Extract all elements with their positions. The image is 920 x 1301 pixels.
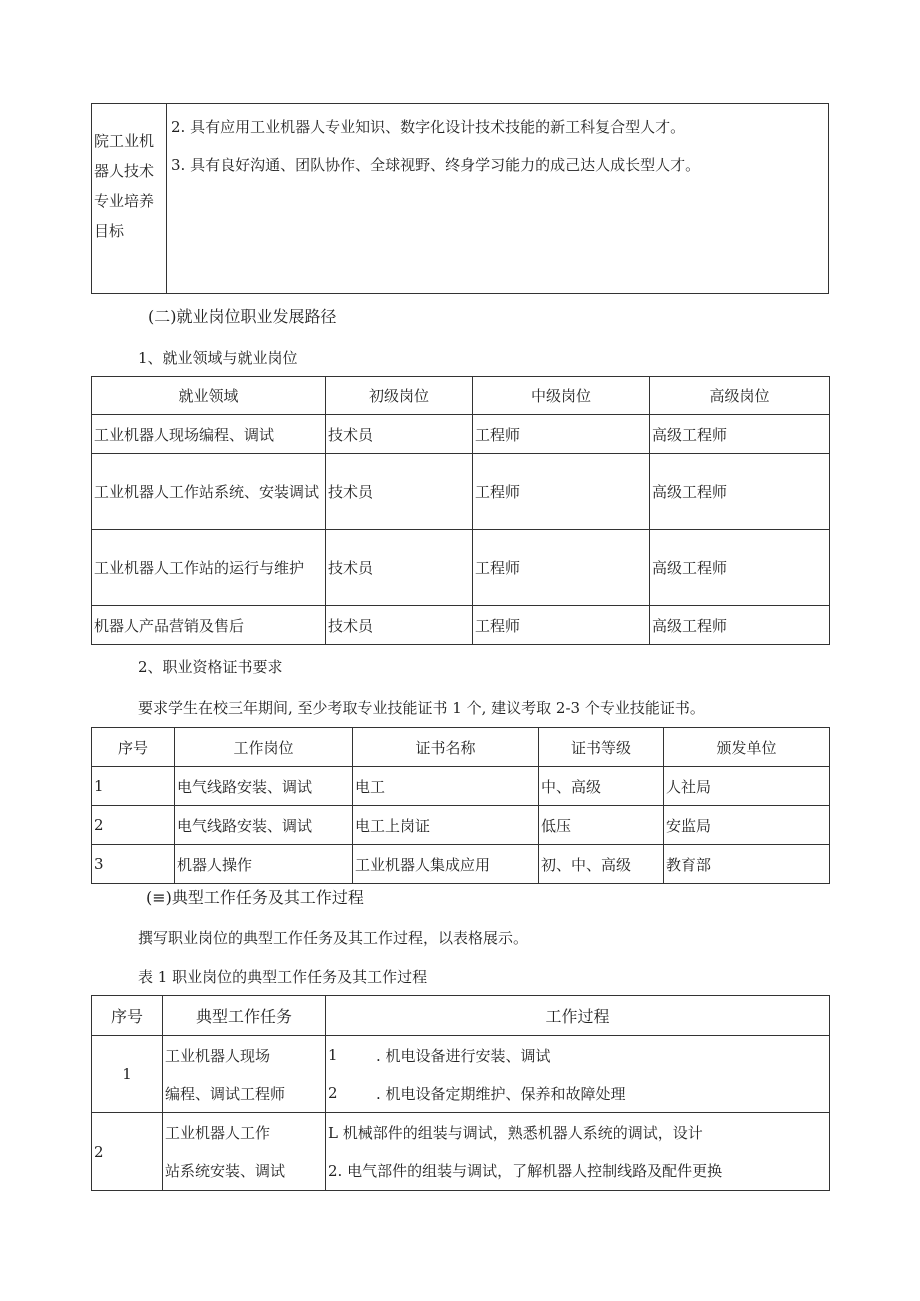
table-row [92, 415, 830, 454]
no-cell: 1 [92, 767, 175, 806]
header-cell: 序号 [92, 728, 175, 767]
task-line: 编程、调试工程师 [165, 1084, 286, 1103]
certificate-requirement-text: 要求学生在校三年期间, 至少考取专业技能证书 1 个, 建议考取 2-3 个专业技能证书。 [138, 699, 705, 717]
senior-cell: 高级工程师 [650, 606, 830, 645]
process-step [328, 1074, 827, 1112]
process-step [328, 1036, 827, 1074]
post-cell: 机器人操作 [175, 845, 353, 884]
process-cell [326, 1113, 830, 1191]
table-row [92, 530, 830, 606]
header-cell: 工作岗位 [175, 728, 353, 767]
goal-item: 3. 具有良好沟通、团队协作、全球视野、终身学习能力的成己达人成长型人才。 [171, 156, 701, 174]
level-cell: 低压 [539, 806, 664, 845]
table-row [92, 606, 830, 645]
task-line: 工业机器人工作 [165, 1124, 271, 1142]
process-step-number: 1 [328, 1046, 338, 1064]
cert-name-cell: 工业机器人集成应用 [353, 845, 539, 884]
task-cell [163, 1113, 326, 1191]
header-cell: 序号 [92, 996, 163, 1036]
task-line: 工业机器人现场 [165, 1046, 271, 1065]
issuer-cell: 人社局 [664, 767, 830, 806]
no-cell: 2 [92, 806, 175, 845]
table-caption: 表 1 职业岗位的典型工作任务及其工作过程 [138, 968, 428, 986]
junior-cell: 技术员 [326, 530, 473, 606]
no-cell: 1 [92, 1036, 163, 1113]
issuer-cell: 教育部 [664, 845, 830, 884]
process-cell [326, 1036, 830, 1113]
table-row [92, 1036, 830, 1113]
header-cell: 证书等级 [539, 728, 664, 767]
field-cell: 工业机器人工作站系统、安装调试 [92, 454, 326, 530]
field-cell: 工业机器人现场编程、调试 [92, 415, 326, 454]
header-cell: 高级岗位 [650, 377, 830, 415]
field-cell: 工业机器人工作站的运行与维护 [92, 530, 326, 606]
goals-content-cell [167, 104, 829, 294]
training-goals-table [91, 103, 829, 294]
senior-cell: 高级工程师 [650, 530, 830, 606]
middle-cell: 工程师 [473, 454, 650, 530]
table-row [92, 1113, 830, 1191]
post-cell: 电气线路安装、调试 [175, 806, 353, 845]
level-cell: 中、高级 [539, 767, 664, 806]
senior-cell: 高级工程师 [650, 454, 830, 530]
issuer-cell: 安监局 [664, 806, 830, 845]
table-row [92, 806, 830, 845]
post-cell: 电气线路安装、调试 [175, 767, 353, 806]
table-header-row [92, 728, 830, 767]
process-step-number: 2 [328, 1084, 338, 1102]
header-cell: 典型工作任务 [163, 996, 326, 1036]
middle-cell: 工程师 [473, 530, 650, 606]
section-3-title: (≡)典型工作任务及其工作过程 [146, 888, 364, 907]
tasks-table [91, 995, 830, 1191]
cert-name-cell: 电工上岗证 [353, 806, 539, 845]
junior-cell: 技术员 [326, 454, 473, 530]
header-cell: 颁发单位 [664, 728, 830, 767]
goal-item: 2. 具有应用工业机器人专业知识、数字化设计技术技能的新工科复合型人才。 [171, 118, 686, 136]
header-cell: 中级岗位 [473, 377, 650, 415]
table-row [92, 845, 830, 884]
process-step-text: . 机电设备进行安装、调试 [376, 1046, 551, 1065]
subsection-1-title: 1、就业领域与就业岗位 [138, 349, 298, 367]
section-3-description: 撰写职业岗位的典型工作任务及其工作过程，以表格展示。 [138, 929, 529, 947]
field-cell: 机器人产品营销及售后 [92, 606, 326, 645]
goals-label-cell [92, 104, 167, 294]
task-cell [163, 1036, 326, 1113]
task-line: 站系统安装、调试 [165, 1162, 286, 1180]
cert-name-cell: 电工 [353, 767, 539, 806]
process-step-text: . 机电设备定期维护、保养和故障处理 [376, 1084, 626, 1103]
section-2-title: (二)就业岗位职业发展路径 [148, 307, 337, 326]
no-cell: 3 [92, 845, 175, 884]
jobs-table [91, 376, 830, 645]
header-cell: 工作过程 [326, 996, 830, 1036]
junior-cell: 技术员 [326, 415, 473, 454]
header-cell: 证书名称 [353, 728, 539, 767]
table-header-row [92, 996, 830, 1036]
subsection-2-title: 2、职业资格证书要求 [138, 658, 283, 676]
middle-cell: 工程师 [473, 415, 650, 454]
senior-cell: 高级工程师 [650, 415, 830, 454]
header-cell: 初级岗位 [326, 377, 473, 415]
header-cell: 就业领域 [92, 377, 326, 415]
table-header-row [92, 377, 830, 415]
process-step-text: 2. 电气部件的组装与调试，了解机器人控制线路及配件更换 [328, 1162, 723, 1180]
certificates-table [91, 727, 830, 884]
no-cell: 2 [92, 1113, 163, 1191]
process-step-text: L 机械部件的组装与调试，熟悉机器人系统的调试，设计 [328, 1124, 703, 1142]
junior-cell: 技术员 [326, 606, 473, 645]
level-cell: 初、中、高级 [539, 845, 664, 884]
goals-label: 院工业机器人技术专业培养目标 [94, 132, 155, 240]
middle-cell: 工程师 [473, 606, 650, 645]
table-row [92, 767, 830, 806]
table-row [92, 454, 830, 530]
